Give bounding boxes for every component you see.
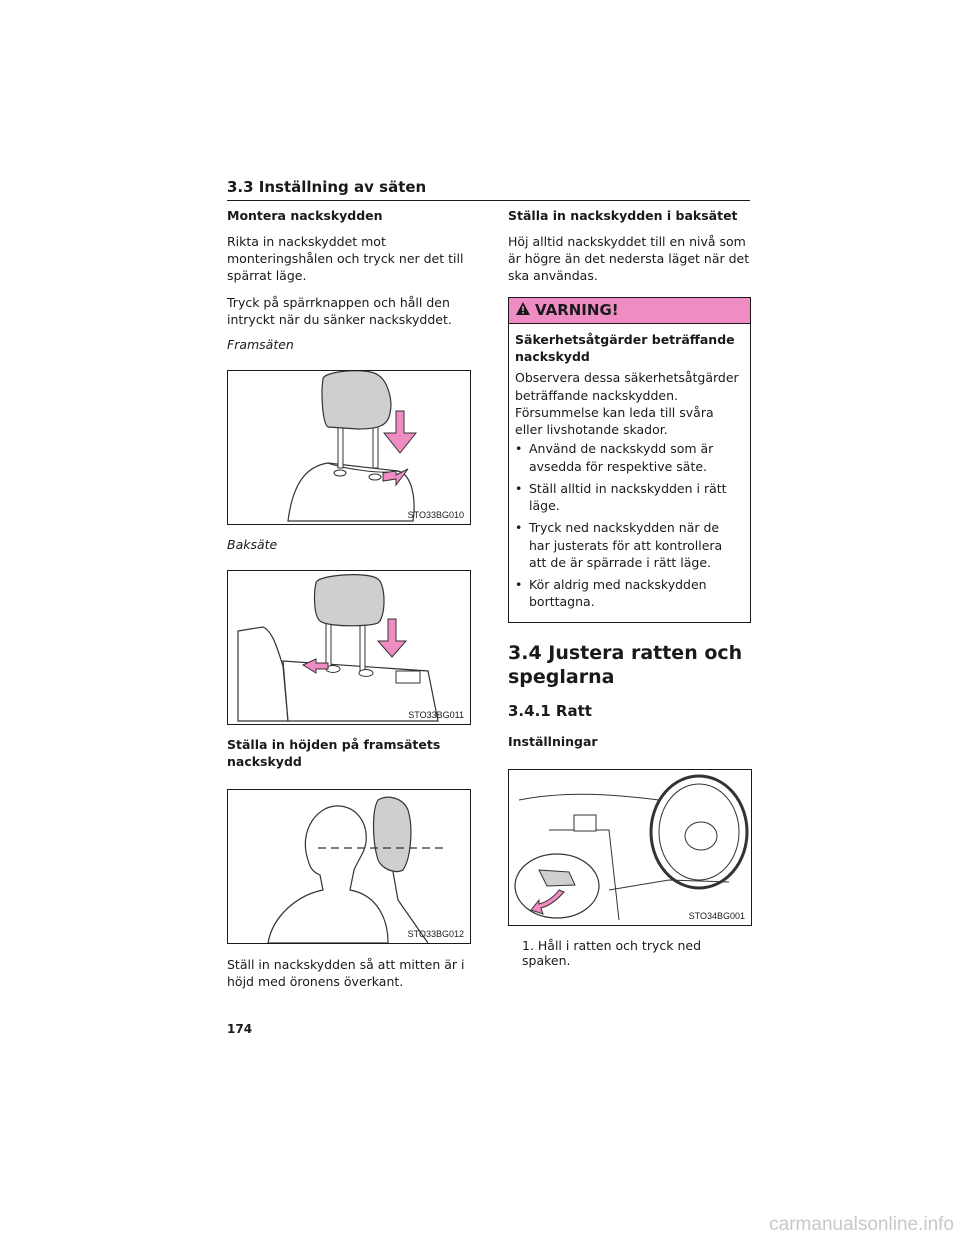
figure-head-alignment [227,789,471,944]
front-headrest-illustration [228,371,470,524]
heading-front-height: Ställa in höjden på framsätets nackskydd [227,737,441,769]
figure-code: STO33BG011 [408,710,464,721]
figure-code: STO34BG001 [688,910,745,921]
warning-intro: Observera dessa säkerhetsåtgärder beträffande nackskydden. Försummelse kan leda till svåra eller livshotande skador. [515,370,739,438]
warning-box [508,297,751,623]
figure-code: STO33BG010 [407,510,464,521]
caption-rear-seat: Baksäte [227,537,278,553]
subsection-title: 3.4.1 Ratt [508,702,592,720]
figure-code: STO33BG012 [407,928,464,939]
warning-bullet: • Kör aldrig med nackskydden borttagna. [515,576,742,611]
warning-bullet-list [515,440,742,610]
warning-body [509,324,750,622]
para-install-2: Tryck på spärrknappen och håll den intryckt när du sänker nackskyddet. [227,294,452,327]
head-alignment-illustration [228,790,470,943]
right-column [508,208,751,968]
watermark: carmanualsonline.info [769,1214,954,1235]
warning-title: VARNING! [535,301,619,320]
warning-subtitle: Säkerhetsåtgärder beträffande nackskydd [515,331,735,364]
para-rear-headrest: Höj alltid nackskyddet till en nivå som är högre än det nedersta läget när det ska användas. [508,233,750,284]
warning-triangle-icon [515,301,531,320]
caption-front-seats: Framsäten [227,337,294,353]
section-title: 3.4 Justera ratten och speglarna [508,641,743,689]
warning-bullet: • Tryck ned nackskydden när de har justerats för att kontrollera att de är spärrade i rätt läge. [515,519,742,571]
para-install-1: Rikta in nackskyddet mot monteringshålen och tryck ner det till spärrat läge. [227,233,464,284]
figure-front-seat-headrest [227,370,471,525]
figure-rear-seat-headrest [227,570,471,725]
heading-install-headrest: Montera nackskydden [227,208,383,223]
warning-bullet: • Använd de nackskydd som är avsedda för respektive säte. [515,440,742,475]
left-column [227,208,471,999]
warning-bullet: • Ställ alltid in nackskydden i rätt läge. [515,480,742,515]
page-number: 174 [227,1022,253,1036]
step-1: 1. Håll i ratten och tryck ned spaken. [522,937,701,968]
section-header: 3.3 Inställning av säten [227,178,750,201]
para-front-height: Ställ in nackskydden så att mitten är i höjd med öronens överkant. [227,956,465,990]
rear-headrest-illustration [228,571,470,724]
heading-settings: Inställningar [508,734,598,749]
warning-title-bar [509,298,750,324]
steering-wheel-illustration [509,770,751,925]
heading-rear-headrest: Ställa in nackskydden i baksätet [508,208,738,223]
figure-steering-wheel [508,769,752,926]
